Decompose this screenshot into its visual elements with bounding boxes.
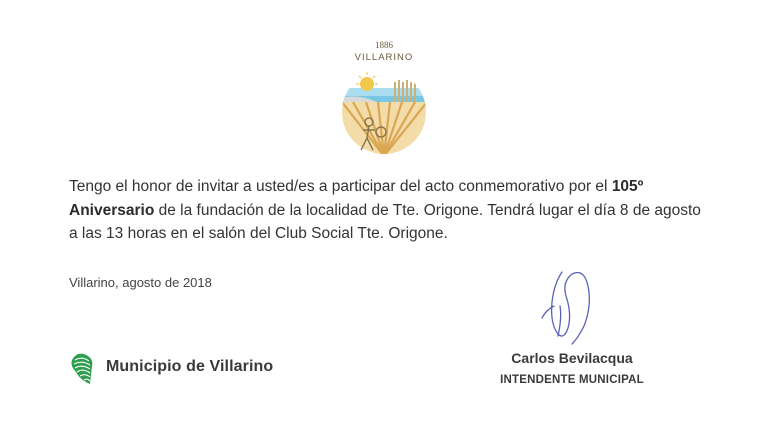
place-date: Villarino, agosto de 2018: [69, 275, 212, 290]
municipality-name: Municipio de Villarino: [106, 358, 274, 375]
invitation-part2: de la fundación de la localidad de Tte. Origone. Tendrá lugar el día 8 de agosto a las 13 horas en el salón del Club Social Tte. Origone.: [69, 201, 701, 242]
invitation-part1: Tengo el honor de invitar a usted/es a participar del acto conmemorativo por el: [69, 178, 612, 195]
villarino-emblem: [333, 38, 435, 156]
signer-name: Carlos Bevilacqua: [511, 350, 633, 366]
handwritten-signature-icon: [532, 266, 604, 348]
emblem-year: 1886: [375, 40, 393, 50]
emblem-name: VILLARINO: [354, 52, 414, 63]
signer-title: INTENDENTE MUNICIPAL: [500, 374, 644, 386]
municipio-logo-icon: [68, 350, 98, 388]
anniversary-bold: 105º Aniversario: [69, 178, 644, 219]
villarino-emblem-icon: [333, 38, 435, 156]
invitation-text: [69, 175, 709, 246]
